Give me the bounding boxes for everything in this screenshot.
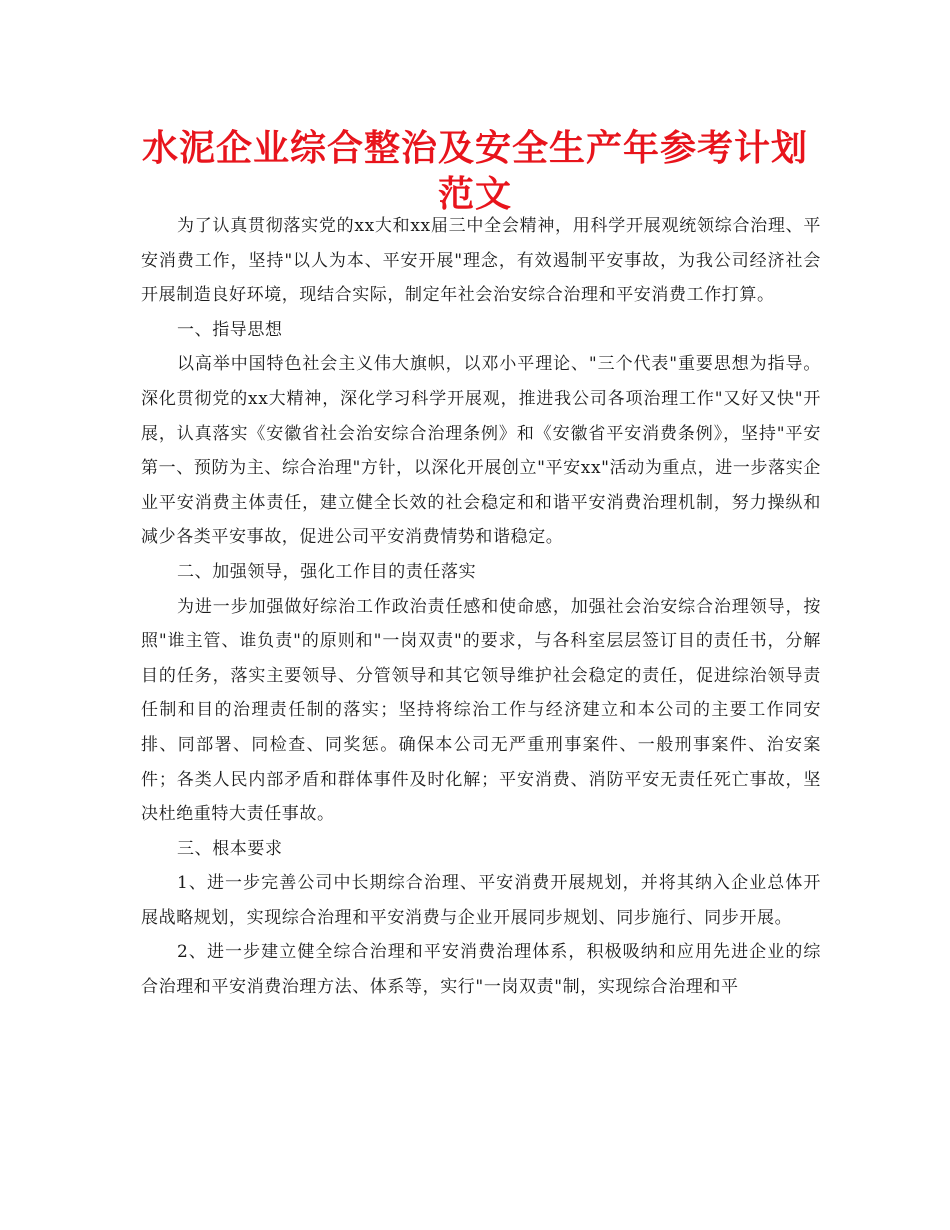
intro-paragraph: 为了认真贯彻落实党的xx大和xx届三中全会精神，用科学开展观统领综合治理、平安消费工作，坚持"以人为本、平安开展"理念，有效遏制平安事故，为我公司经济社会开展制造良好环境，现结合实际，制定年社会治安综合治理和平安消费工作打算。	[141, 216, 821, 306]
document-title: 水泥企业综合整治及安全生产年参考计划范文	[141, 128, 808, 215]
requirement-item-2: 2、进一步建立健全综合治理和平安消费治理体系，积极吸纳和应用先进企业的综合治理和平安消费治理方法、体系等，实行"一岗双责"制，实现综合治理和平	[141, 942, 821, 998]
guiding-ideology-paragraph: 以高举中国特色社会主义伟大旗帜，以邓小平理论、"三个代表"重要思想为指导。深化贯彻党的xx大精神，深化学习科学开展观，推进我公司各项治理工作"又好又快"开展，认真落实《安徽省社会治安综合治理条例》和《安徽省平安消费条例》，坚持"平安第一、预防为主、综合治理"方针，以深化开展创立"平安xx"活动为重点，进一步落实企业平安消费主体责任，建立健全长效的社会稳定和和谐平安消费治理机制，努力操纵和减少各类平安事故，促进公司平安消费情势和谐稳定。	[141, 354, 821, 548]
leadership-paragraph: 为进一步加强做好综治工作政治责任感和使命感，加强社会治安综合治理领导，按照"谁主管、谁负责"的原则和"一岗双责"的要求，与各科室层层签订目的责任书，分解目的任务，落实主要领导、分管领导和其它领导维护社会稳定的责任，促进综治领导责任制和目的治理责任制的落实；坚持将综治工作与经济建立和本公司的主要工作同安排、同部署、同检查、同奖惩。确保本公司无严重刑事案件、一般刑事案件、治安案件；各类人民内部矛盾和群体事件及时化解；平安消费、消防平安无责任死亡事故，坚决杜绝重特大责任事故。	[141, 596, 821, 825]
section-heading-leadership: 二、加强领导，强化工作目的责任落实	[177, 561, 477, 582]
section-heading-basic-requirements: 三、根本要求	[177, 838, 283, 859]
requirement-item-1: 1、进一步完善公司中长期综合治理、平安消费开展规划，并将其纳入企业总体开展战略规划，实现综合治理和平安消费与企业开展同步规划、同步施行、同步开展。	[141, 873, 821, 928]
document-body	[141, 209, 821, 1005]
section-heading-guiding-ideology: 一、指导思想	[177, 319, 283, 340]
